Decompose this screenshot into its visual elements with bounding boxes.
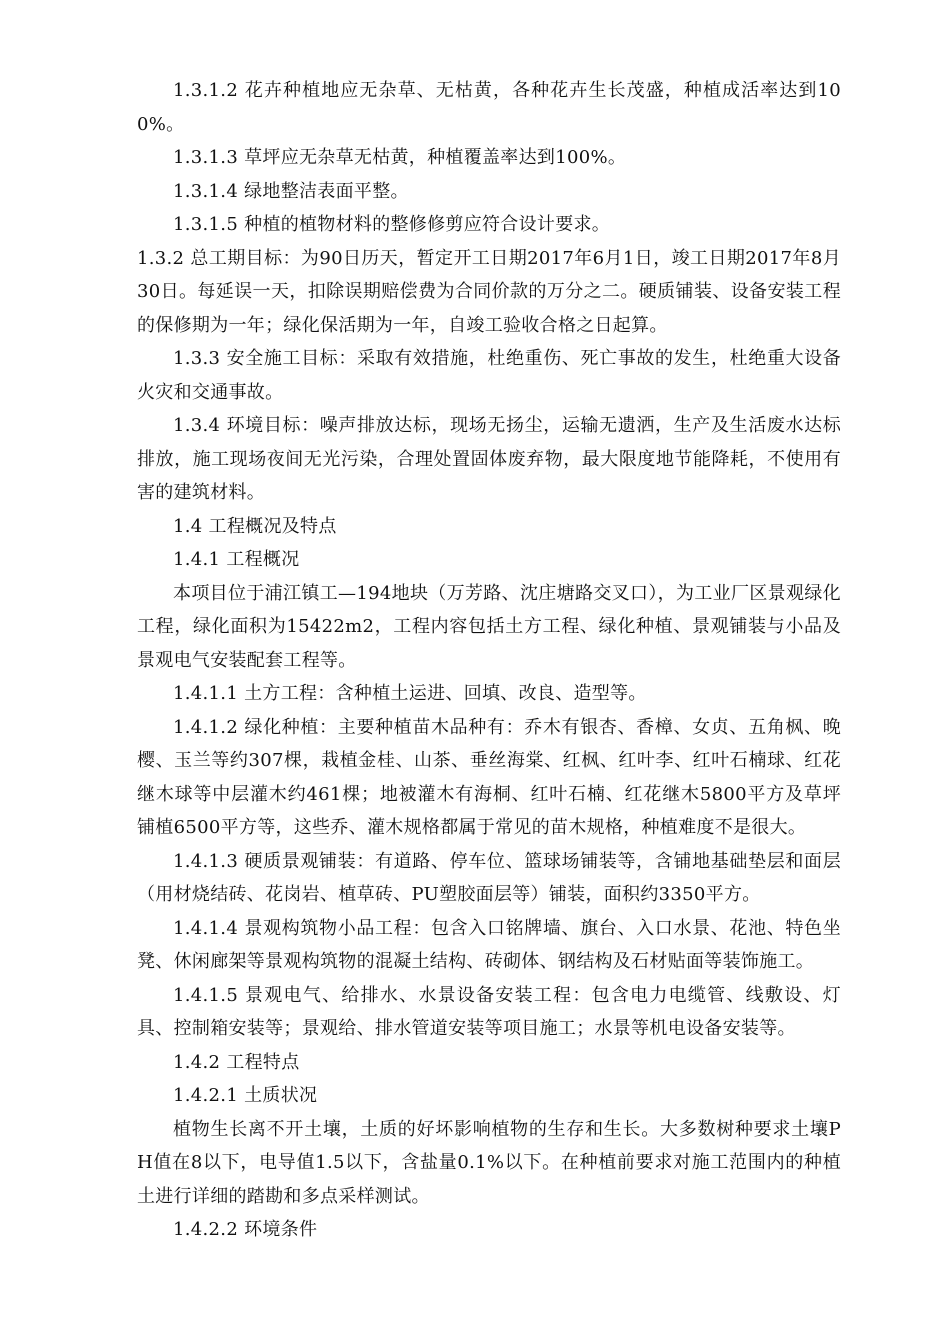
section-heading-1-4-2: 1.4.2 工程特点 xyxy=(173,1051,300,1073)
paragraph-1-3-1-3: 1.3.1.3 草坪应无杂草无枯黄，种植覆盖率达到100%。 xyxy=(173,147,627,168)
section-heading-1-4-2-1: 1.4.2.1 土质状况 xyxy=(173,1085,318,1106)
section-heading-1-4-2-2: 1.4.2.2 环境条件 xyxy=(173,1219,318,1240)
paragraph-1-4-1-3: 1.4.1.3 硬质景观铺装：有道路、停车位、篮球场铺装等，含铺地基础垫层和面层（用材烧结砖、花岗岩、植草砖、PU塑胶面层等）铺装，面积约3350平方。 xyxy=(137,850,841,905)
section-heading-1-4: 1.4 工程概况及特点 xyxy=(173,515,337,537)
paragraph-1-3-1-2: 1.3.1.2 花卉种植地应无杂草、无枯黄，各种花卉生长茂盛，种植成活率达到100%。 xyxy=(137,80,841,135)
paragraph-1-3-2-schedule: 1.3.2 总工期目标：为90日历天，暂定开工日期2017年6月1日，竣工日期2017年8月30日。每延误一天，扣除误期赔偿费为合同价款的万分之二。硬质铺装、设备安装工程的保修期为一年；绿化保活期为一年，自竣工验收合格之日起算。 xyxy=(137,247,841,336)
paragraph-1-3-3-safety: 1.3.3 安全施工目标：采取有效措施，杜绝重伤、死亡事故的发生，杜绝重大设备火灾和交通事故。 xyxy=(137,348,841,403)
paragraph-project-overview: 本项目位于浦江镇工—194地块（万芳路、沈庄塘路交叉口），为工业厂区景观绿化工程，绿化面积为15422m2，工程内容包括土方工程、绿化种植、景观铺装与小品及景观电气安装配套工程等。 xyxy=(137,582,841,671)
document-body xyxy=(137,74,841,1247)
section-heading-1-4-1: 1.4.1 工程概况 xyxy=(173,549,300,570)
paragraph-1-4-1-5: 1.4.1.5 景观电气、给排水、水景设备安装工程：包含电力电缆管、线敷设、灯具、控制箱安装等；景观给、排水管道安装等项目施工；水景等机电设备安装等。 xyxy=(137,984,841,1039)
paragraph-1-3-4-environment: 1.3.4 环境目标：噪声排放达标，现场无扬尘，运输无遗洒，生产及生活废水达标排放，施工现场夜间无光污染，合理处置固体废弃物，最大限度地节能降耗，不使用有害的建筑材料。 xyxy=(137,415,841,503)
paragraph-1-4-1-4: 1.4.1.4 景观构筑物小品工程：包含入口铭牌墙、旗台、入口水景、花池、特色坐凳、休闲廊架等景观构筑物的混凝土结构、砖砌体、钢结构及石材贴面等装饰施工。 xyxy=(137,917,841,972)
paragraph-soil-conditions: 植物生长离不开土壤，土质的好坏影响植物的生存和生长。大多数树种要求土壤PH值在8以下，电导值1.5以下，含盐量0.1%以下。在种植前要求对施工范围内的种植土进行详细的踏勘和多点采样测试。 xyxy=(137,1118,841,1207)
paragraph-1-4-1-1: 1.4.1.1 土方工程：含种植土运进、回填、改良、造型等。 xyxy=(173,683,647,704)
paragraph-1-3-1-4: 1.3.1.4 绿地整洁表面平整。 xyxy=(173,180,409,202)
paragraph-1-3-1-5: 1.3.1.5 种植的植物材料的整修修剪应符合设计要求。 xyxy=(173,214,611,235)
paragraph-1-4-1-2: 1.4.1.2 绿化种植：主要种植苗木品种有：乔木有银杏、香樟、女贞、五角枫、晚樱、玉兰等约307棵，栽植金桂、山茶、垂丝海棠、红枫、红叶李、红叶石楠球、红花继木球等中层灌木约461棵；地被灌木有海桐、红叶石楠、红花继木5800平方及草坪铺植6500平方等，这些乔、灌木规格都属于常见的苗木规格，种植难度不是很大。 xyxy=(137,716,841,838)
